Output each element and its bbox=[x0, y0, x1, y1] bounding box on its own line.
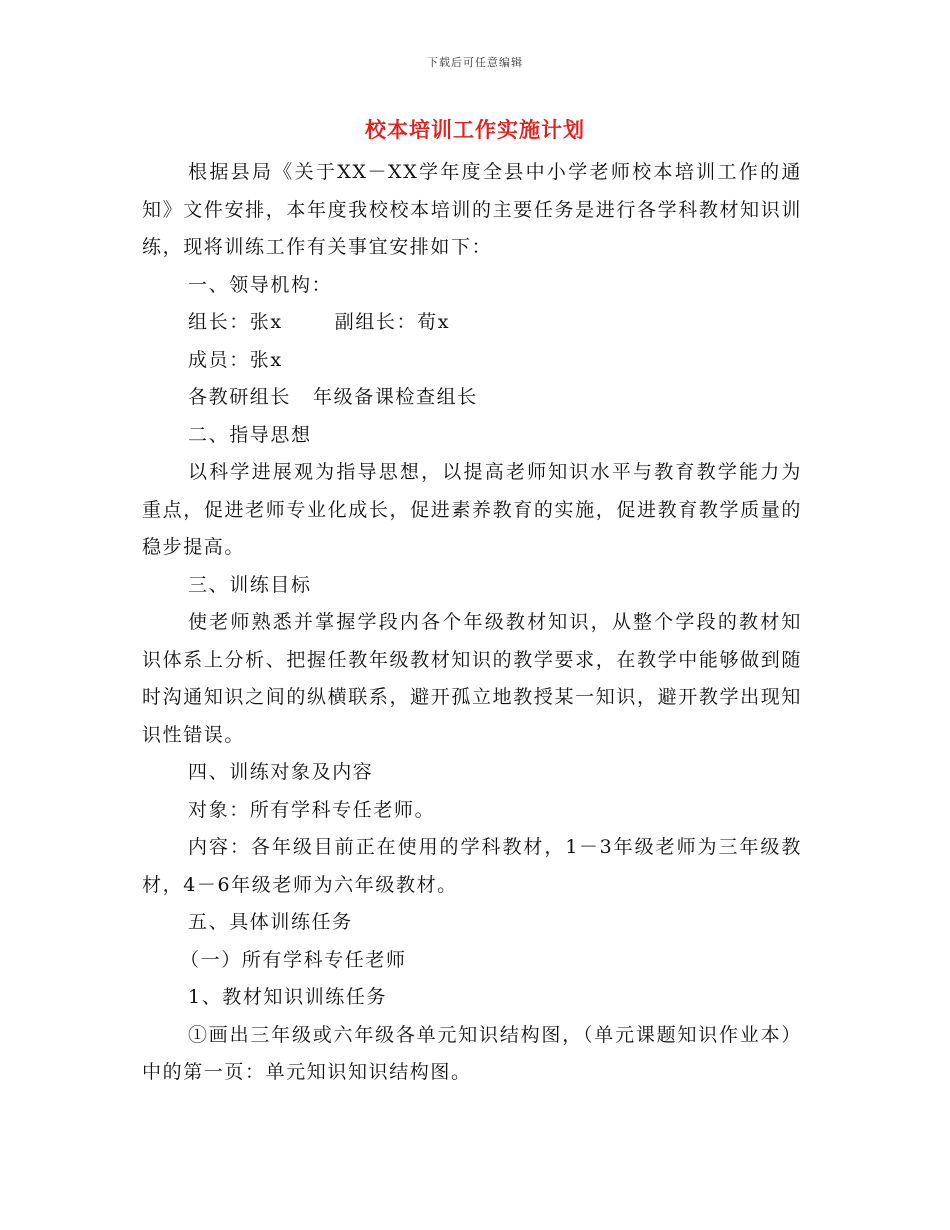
guiding-paragraph: 以科学进展观为指导思想，以提高老师知识水平与教育教学能力为重点，促进老师专业化成长，促进素养教育的实施，促进教育教学质量的稳步提高。 bbox=[142, 461, 802, 558]
section-heading-tasks: 五、具体训练任务 bbox=[188, 911, 353, 933]
document-title: 校本培训工作实施计划 bbox=[365, 117, 585, 142]
leadership-members-line: 成员：张x bbox=[188, 348, 283, 371]
intro-paragraph: 根据县局《关于XX－XX学年度全县中小学老师校本培训工作的通知》文件安排，本年度我校校本培训的主要任务是进行各学科教材知识训练，现将训练工作有关事宜安排如下： bbox=[142, 161, 802, 258]
targets-content-paragraph: 内容：各年级目前正在使用的学科教材，1－3年级老师为三年级教材，4－6年级老师为六年级教材。 bbox=[142, 836, 802, 896]
tasks-item-heading: 1、教材知识训练任务 bbox=[188, 986, 388, 1008]
section-heading-guiding: 二、指导思想 bbox=[188, 423, 312, 446]
section-heading-leadership: 一、领导机构： bbox=[188, 273, 333, 296]
section-heading-targets: 四、训练对象及内容 bbox=[188, 761, 374, 783]
members-extra-1: 各教研组长 bbox=[188, 386, 292, 408]
document-body bbox=[142, 154, 802, 1092]
leadership-members-extra-line bbox=[142, 379, 802, 417]
tasks-item-1-paragraph: ①画出三年级或六年级各单元知识结构图，（单元课题知识作业本）中的第一页：单元知识知识结构图。 bbox=[142, 1023, 802, 1083]
tasks-sub-heading: （一）所有学科专任老师 bbox=[180, 948, 407, 971]
goal-paragraph: 使老师熟悉并掌握学段内各个年级教材知识，从整个学段的教材知识体系上分析、把握任教年级教材知识的教学要求，在教学中能够做到随时沟通知识之间的纵横联系，避开孤立地教授某一知识，避开教学出现知识性错误。 bbox=[142, 611, 802, 746]
deputy-leader-text: 副组长：荀x bbox=[334, 311, 451, 333]
header-note: 下载后可任意编辑 bbox=[427, 56, 523, 69]
members-extra-2: 年级备课检查组长 bbox=[313, 386, 478, 408]
section-heading-goal: 三、训练目标 bbox=[188, 573, 312, 596]
targets-object-line: 对象：所有学科专任老师。 bbox=[188, 798, 436, 821]
leader-text: 组长：张x bbox=[188, 311, 283, 333]
leadership-leaders-line bbox=[142, 304, 802, 342]
